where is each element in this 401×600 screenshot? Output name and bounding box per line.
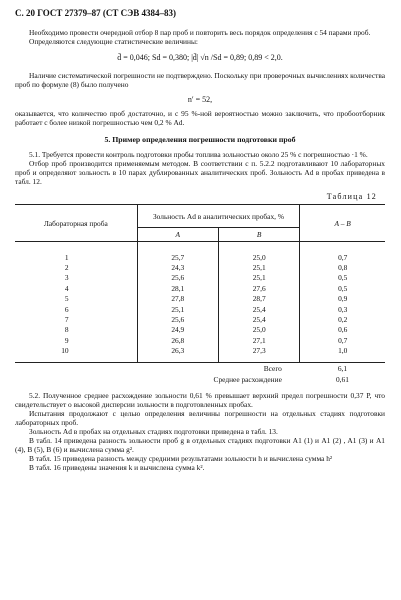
cell-difference: 0,7: [300, 335, 385, 345]
cell-ash-b: 27,6: [218, 283, 299, 293]
cell-sample-number: 2: [64, 263, 69, 273]
summary-row: [15, 374, 385, 385]
cell-ash-b: 25,4: [218, 314, 299, 324]
mean-value: 0,61: [335, 374, 349, 384]
document-page: [15, 8, 385, 472]
table-caption: Таблица 12: [326, 192, 377, 202]
page-header: С. 20 ГОСТ 27379–87 (СТ СЭВ 4384–83): [15, 8, 176, 18]
paragraph: Определяются следующие статистические величины:: [29, 37, 198, 46]
table-row: [15, 252, 385, 262]
paragraph: В табл. 15 приведена разность между средними результатами зольности h и вычислена сумма h²: [29, 454, 333, 464]
cell-sample-number: 3: [64, 273, 69, 283]
paragraph: Необходимо провести очередной отбор 8 пар проб и повторить весь порядок определения с 54 парами проб.: [29, 27, 371, 37]
cell-sample-number: 1: [64, 252, 69, 262]
cell-sample-number: 4: [64, 283, 69, 293]
col-header-lab: Лабораторная проба: [15, 205, 137, 242]
cell-sample-number: 8: [64, 325, 69, 335]
cell-ash-a: 26,8: [137, 335, 218, 345]
col-header-ash: Зольность Ad в аналитических пробах, %: [137, 205, 300, 228]
paragraph: 5.1. Требуется провести контроль подготовки пробы топлива зольностью около 25 % с погрешностью ·1 %.: [29, 150, 368, 160]
cell-ash-b: 27,1: [218, 335, 299, 345]
cell-sample-number: 9: [64, 335, 69, 345]
col-header-diff: A – B: [300, 205, 385, 242]
cell-difference: 0,6: [300, 325, 385, 335]
cell-difference: 0,3: [300, 304, 385, 314]
col-header-a: A: [137, 228, 218, 242]
cell-ash-a: 27,8: [137, 294, 218, 304]
cell-difference: 0,2: [300, 314, 385, 324]
cell-sample-number: 5: [64, 294, 69, 304]
table-row: [15, 304, 385, 314]
cell-ash-a: 24,9: [137, 325, 218, 335]
total-label: Всего: [15, 362, 300, 374]
cell-ash-a: 26,3: [137, 346, 218, 363]
cell-ash-b: 25,0: [218, 252, 299, 262]
table-row: [15, 283, 385, 293]
paragraph: В табл. 16 приведены значения k и вычислена сумма k².: [29, 463, 205, 473]
cell-ash-a: 25,7: [137, 252, 218, 262]
paragraph: В табл. 14 приведена разность зольности проб g в отдельных стадиях подготовки A1 (1) и A1 (2) , A1 (3) и A1 (4), B (5), B (6) и вычислена сумма g².: [15, 436, 385, 455]
cell-ash-a: 25,6: [137, 314, 218, 324]
cell-difference: 0,5: [300, 273, 385, 283]
cell-ash-b: 25,0: [218, 325, 299, 335]
cell-difference: 0,9: [300, 294, 385, 304]
cell-ash-a: 25,1: [137, 304, 218, 314]
table-row: [15, 262, 385, 272]
table-row: [15, 346, 385, 363]
col-header-b: B: [218, 228, 299, 242]
cell-difference: 0,5: [300, 283, 385, 293]
section-title: 5. Пример определения погрешности подготовки проб: [104, 134, 296, 144]
formula-statistics: d̄ = 0,046; Sd = 0,380; |d̄| √n /Sd = 0,89; 0,89 < 2,0.: [117, 53, 283, 63]
cell-difference: 0,8: [300, 262, 385, 272]
paragraph: 5.2. Полученное среднее расхождение зольности 0,61 % превышает верхний предел погрешности 0,37 P, что свидетельствует о высокой дисперсии зольности в подготовленных пробах.: [15, 390, 385, 409]
total-value: 6,1: [300, 362, 385, 374]
cell-ash-b: 25,4: [218, 304, 299, 314]
paragraph: Испытания продолжают с целью определения величины погрешности на отдельных стадиях подготовки лабораторных проб.: [15, 409, 385, 428]
ash-table: [15, 204, 385, 385]
cell-difference: 1,0: [300, 346, 385, 363]
cell-sample-number: 10: [61, 346, 69, 356]
cell-ash-b: 27,3: [218, 346, 299, 363]
cell-ash-b: 25,1: [218, 273, 299, 283]
table-row: [15, 325, 385, 335]
paragraph: оказывается, что количество проб достаточно, и с 95 %-ной вероятностью можно заключить, что пробоотборник работает с более низкой погрешностью чем 0,2 % Ad.: [15, 108, 385, 127]
summary-row: [15, 362, 385, 374]
paragraph: Зольность Ad в пробах на отдельных стадиях подготовки приведена в табл. 13.: [29, 427, 278, 437]
table-row: [15, 294, 385, 304]
paragraph: Отбор проб производится применяемым методом. В соответствии с п. 5.2.2 подготавливают 10 лабораторных проб и определяют зольность в 10 парах дублированных аналитических проб. Зольность Ad в пробах приведена в табл. 12.: [15, 159, 385, 187]
table-row: [15, 273, 385, 283]
cell-sample-number: 6: [64, 304, 69, 314]
cell-difference: 0,7: [300, 252, 385, 262]
cell-ash-b: 28,7: [218, 294, 299, 304]
cell-ash-a: 28,1: [137, 283, 218, 293]
cell-ash-b: 25,1: [218, 262, 299, 272]
table-row: [15, 314, 385, 324]
mean-label: Среднее расхождение: [213, 374, 282, 384]
cell-sample-number: 7: [64, 315, 69, 325]
cell-ash-a: 25,6: [137, 273, 218, 283]
table-row: [15, 335, 385, 345]
paragraph: Наличие систематической погрешности не подтверждено. Поскольку при проверочных вычислениях количества проб по формуле (8) было получено: [15, 70, 385, 89]
formula-n: n′ = 52,: [187, 94, 213, 104]
cell-ash-a: 24,3: [137, 262, 218, 272]
